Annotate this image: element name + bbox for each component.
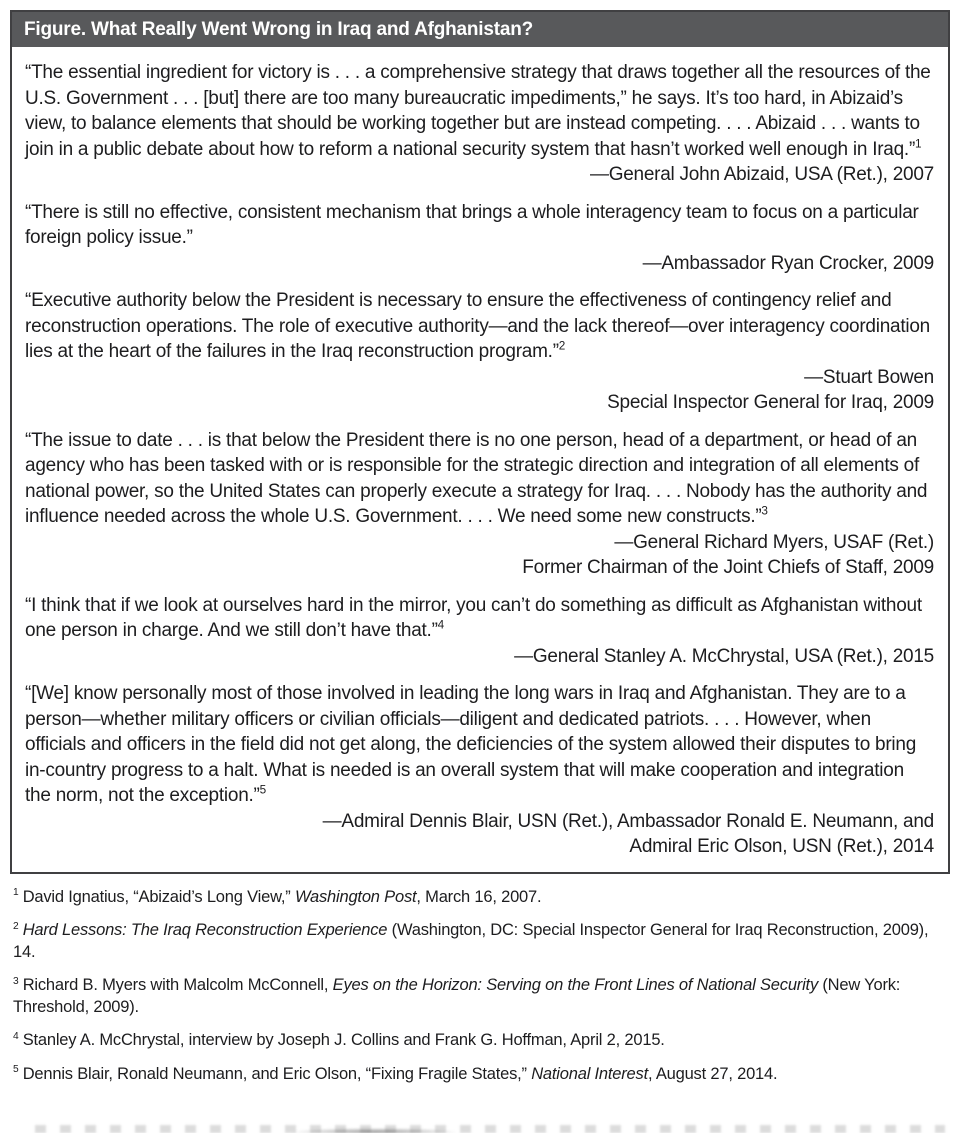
footnotes-section [13,887,948,1086]
footnote-4 [13,1030,948,1052]
footnote-text: , March 16, 2007. [416,887,542,906]
quote-attribution: —Admiral Dennis Blair, USN (Ret.), Ambassador Ronald E. Neumann, and [322,810,934,832]
quote-text [25,200,934,251]
quote-text [25,681,934,809]
quote-body: “I think that if we look at ourselves hard in the mirror, you can’t do something as difficult as Afghanistan without one person in charge. And we still don’t have that.” [25,594,922,641]
endnote-ref: 5 [259,783,267,797]
footnote-marker: 5 [13,1064,19,1075]
figure-box [10,10,950,874]
footnote-marker: 4 [13,1030,19,1042]
quote-attribution: —General Richard Myers, USAF (Ret.) [614,531,934,553]
quote-attribution-line2: Special Inspector General for Iraq, 2009 [607,392,934,413]
footnote-5 [13,1064,948,1086]
quote-text [25,288,934,365]
quote-block-abizaid [25,60,934,188]
quote-attribution-line2: Admiral Eric Olson, USN (Ret.), 2014 [629,836,934,857]
quote-body: “Executive authority below the President is necessary to ensure the effectiveness of contingency relief and reconstruction operations. The role of executive authority—and the lack thereof—over interagency coordination lies at the heart of the failures in the Iraq reconstruction program.” [25,290,930,362]
footnote-marker: 3 [13,975,19,987]
footnote-marker: 2 [13,920,19,932]
footnote-3 [13,975,948,1018]
quote-body: “The essential ingredient for victory is . . . a comprehensive strategy that draws together all the resources of the U.S. Government . . . [but] there are too many bureaucratic impediments,” he says. It’s too hard, in Abizaid’s view, to balance elements that should be working together but are instead competing. . . . Abizaid . . . wants to join in a public debate about how to reform a national security system that hasn’t worked well enough in Iraq.” [25,62,931,160]
footnote-text: Dennis Blair, Ronald Neumann, and Eric Olson, “Fixing Fragile States,” [22,1064,532,1083]
quote-block-blair-neumann-olson [25,681,934,860]
endnote-ref: 1 [915,137,922,151]
quote-body: “The issue to date . . . is that below the President there is no one person, head of a department, or head of an agency who has been tasked with or is responsible for the strategic direction and integration of all elements of national power, so the United States can properly execute a strategy for Iraq. . . . Nobody has the authority and influence needed across the whole U.S. Government. . . . We need some new constructs.” [25,429,928,527]
footnote-text: David Ignatius, “Abizaid’s Long View,” [22,887,295,906]
figure-title: Figure. What Really Went Wrong in Iraq and Afghanistan? [24,19,534,40]
quote-body: “There is still no effective, consistent mechanism that brings a whole interagency team to focus on a particular foreign policy issue.” [25,201,919,248]
figure-title-bar [12,12,948,47]
quote-text [25,428,934,530]
footnote-text: (Washington, DC: Special Inspector General for Iraq Reconstruction, 2009), 14. [13,921,929,961]
footnote-italic-title: Eyes on the Horizon: Serving on the Front Lines of National Security [332,976,818,994]
footnote-text: Stanley A. McChrystal, interview by Joseph J. Collins and Frank G. Hoffman, April 2, 2015. [22,1031,665,1049]
quote-block-myers [25,428,934,581]
footnote-text: , August 27, 2014. [647,1064,778,1083]
endnote-ref: 4 [437,618,445,632]
cutoff-text-artifact [35,1125,945,1133]
footnote-text: (New York: Threshold, 2009). [13,976,901,1016]
quote-attribution-line2: Former Chairman of the Joint Chiefs of Staff, 2009 [522,557,934,578]
quote-text [25,593,934,644]
quote-attribution: —General Stanley A. McChrystal, USA (Ret.), 2015 [514,645,934,667]
footnote-2 [13,920,948,963]
footnote-marker: 1 [13,887,19,898]
quote-block-bowen [25,288,934,416]
figure-quotes-panel [12,47,948,872]
quote-text [25,60,934,162]
footnote-italic-title: Hard Lessons: The Iraq Reconstruction Experience [22,921,388,939]
quote-body: “[We] know personally most of those involved in leading the long wars in Iraq and Afghanistan. They are to a person—whether military officers or civilian officials—diligent and dedicated patriots. . . . However, when officials and officers in the field did not get along, the deficiencies of the system allowed their disputes to bring in-country progress to a halt. What is needed is an overall system that will make cooperation and integration the norm, not the exception.” [25,683,917,806]
quote-attribution: —Ambassador Ryan Crocker, 2009 [642,252,934,274]
quote-attribution: —Stuart Bowen [804,366,934,388]
quote-block-crocker [25,200,934,277]
footnote-italic-title: Washington Post [294,887,417,906]
endnote-ref: 2 [558,339,566,353]
endnote-ref: 3 [761,504,768,518]
quote-block-mcchrystal [25,593,934,670]
footnote-text: Richard B. Myers with Malcolm McConnell, [22,976,333,994]
footnote-italic-title: National Interest [531,1064,648,1083]
quote-attribution: —General John Abizaid, USA (Ret.), 2007 [589,164,934,185]
footnote-1 [13,887,948,909]
